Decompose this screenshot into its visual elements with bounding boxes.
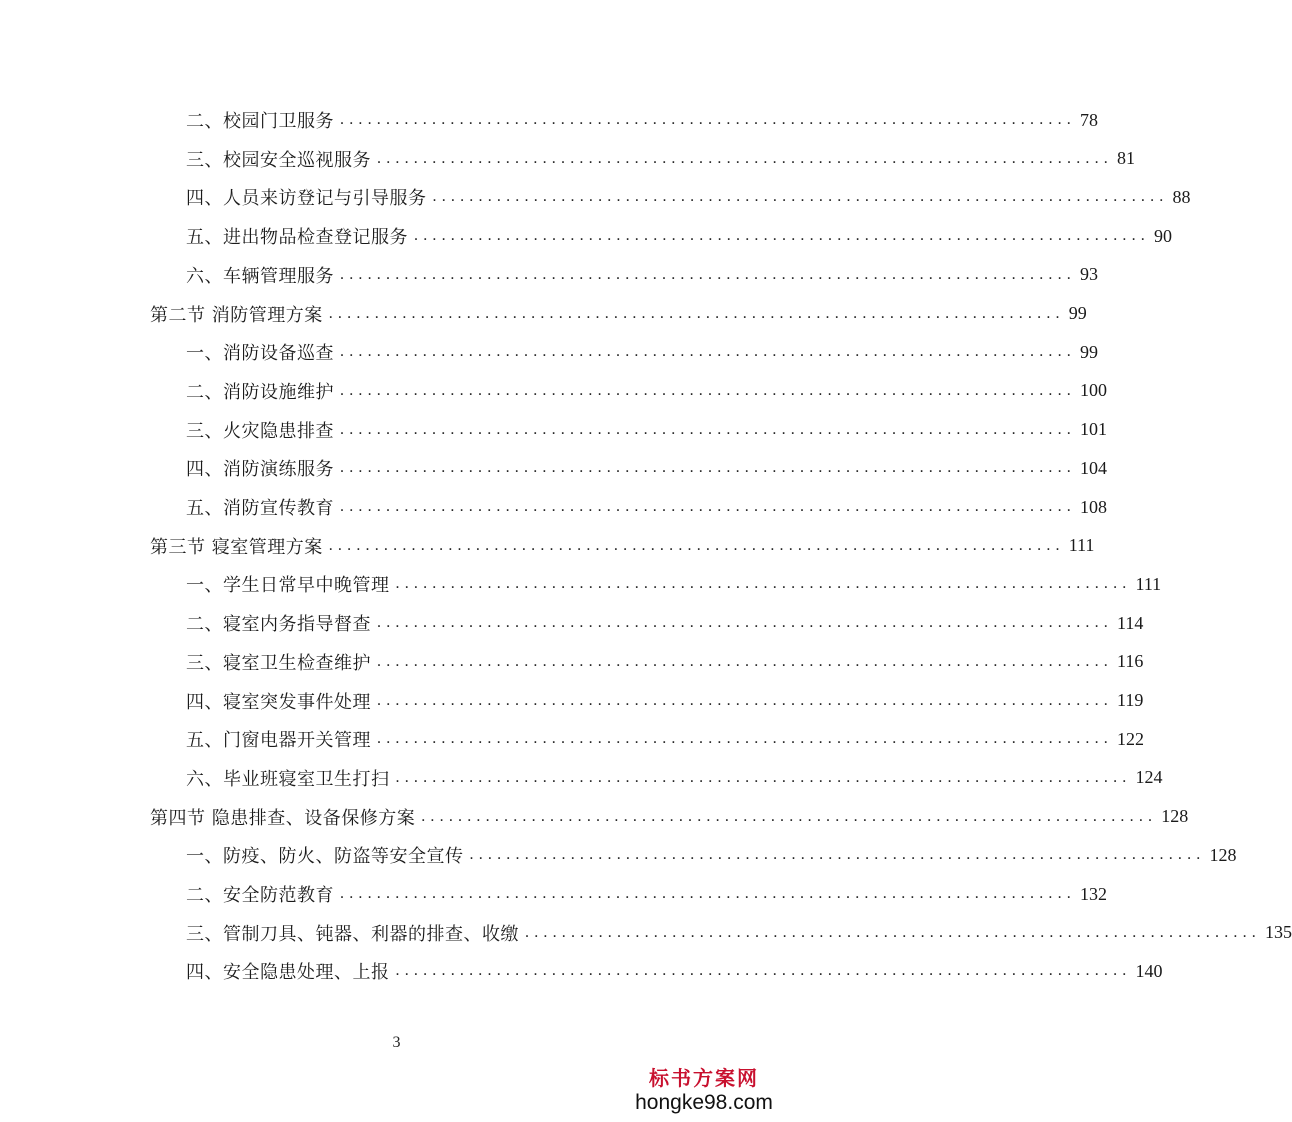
toc-dot-leader: ................................................................................ [377,614,1113,632]
toc-entry-label: 五、进出物品检查登记服务 [186,227,408,249]
toc-entry-label: 二、安全防范教育 [186,885,334,906]
toc-entry-page: 104 [1080,457,1107,478]
toc-dot-leader: ................................................................................ [340,381,1076,399]
toc-entry-page: 111 [1068,535,1095,556]
toc-entry-label: 二、校园门卫服务 [186,111,334,132]
toc-entry-page: 88 [1172,186,1191,207]
toc-dot-leader: ................................................................................ [469,846,1206,864]
toc-dot-leader: ................................................................................ [377,691,1113,709]
toc-section-entry [150,798,1189,836]
toc-subsection-entry [186,759,1163,797]
toc-dot-leader: ................................................................................ [340,420,1076,438]
toc-entry-label: 三、寝室卫生检查维护 [186,652,371,674]
toc-entry-page: 99 [1080,341,1098,362]
toc-entry-label: 四、人员来访登记与引导服务 [186,188,427,210]
toc-dot-leader: ................................................................................ [340,885,1076,902]
toc-subsection-entry [186,333,1098,371]
toc-subsection-entry [186,101,1098,139]
toc-dot-leader: ................................................................................ [414,227,1150,245]
toc-dot-leader: ................................................................................ [377,652,1113,670]
toc-dot-leader: ................................................................................ [340,459,1076,477]
toc-entry-label: 三、火灾隐患排查 [186,420,334,442]
toc-dot-leader: ................................................................................ [340,265,1076,283]
toc-section-entry [150,527,1095,565]
toc-dot-leader: ................................................................................ [395,768,1132,786]
toc-dot-leader: ................................................................................ [340,498,1076,515]
toc-entry-page: 101 [1080,419,1107,440]
toc-entry-label: 一、学生日常早中晚管理 [186,575,390,597]
toc-subsection-entry [186,604,1144,642]
toc-entry-page: 93 [1080,264,1098,285]
toc-dot-leader: ................................................................................ [340,343,1076,361]
toc-entry-page: 78 [1080,109,1098,130]
toc-entry-label: 三、管制刀具、钝器、利器的排查、收缴 [186,923,519,945]
toc-entry-page: 140 [1135,960,1163,981]
toc-subsection-entry [186,217,1172,255]
toc-entry-label: 一、防疫、防火、防盗等安全宣传 [186,846,464,868]
toc-entry-label: 五、消防宣传教育 [186,498,334,519]
toc-dot-leader: ................................................................................ [395,575,1132,593]
toc-dot-leader: ................................................................................ [328,304,1065,322]
toc-subsection-entry [186,178,1191,216]
toc-entry-label: 二、消防设施维护 [186,381,334,403]
toc-entry-page: 132 [1080,883,1107,904]
toc-entry-page: 135 [1265,922,1292,943]
toc-section-entry [150,295,1087,333]
toc-subsection-entry [186,952,1163,990]
toc-dot-leader: ................................................................................ [525,923,1261,941]
toc-subsection-entry [186,682,1144,720]
toc-entry-label: 一、消防设备巡查 [186,343,334,365]
toc-subsection-entry [186,372,1107,410]
toc-dot-leader: ................................................................................ [395,962,1132,980]
toc-dot-leader: ................................................................................ [340,111,1076,128]
toc-dot-leader: ................................................................................ [432,188,1169,206]
toc-subsection-entry [186,720,1144,758]
toc-entry-page: 116 [1117,651,1144,672]
toc-subsection-entry [186,565,1162,603]
toc-entry-page: 99 [1068,303,1087,323]
toc-entry-page: 128 [1161,806,1189,827]
toc-dot-leader: ................................................................................ [328,536,1065,554]
toc-entry-label: 四、寝室突发事件处理 [186,691,371,713]
toc-entry-label: 六、车辆管理服务 [186,265,334,287]
toc-subsection-entry [186,914,1292,952]
toc-subsection-entry [186,875,1107,913]
toc-entry-page: 128 [1209,844,1237,865]
toc-subsection-entry [186,411,1107,449]
watermark [629,1066,779,1116]
toc-entry-page: 119 [1117,690,1144,710]
toc-entry-label: 第三节 寝室管理方案 [150,536,323,558]
toc-subsection-entry [186,449,1107,487]
toc-subsection-entry [186,488,1107,526]
toc-entry-page: 124 [1135,767,1163,788]
watermark-title: 标书方案网 [649,1066,759,1090]
toc-entry-label: 二、寝室内务指导督查 [186,614,371,636]
toc-dot-leader: ................................................................................ [421,807,1158,825]
toc-dot-leader: ................................................................................ [377,149,1113,167]
watermark-url: hongke98.com [635,1091,773,1114]
toc-entry-label: 四、消防演练服务 [186,459,334,481]
toc-entry-label: 六、毕业班寝室卫生打扫 [186,768,390,790]
toc-subsection-entry [186,140,1135,178]
page-number: 3 [392,1034,401,1051]
toc-entry-page: 100 [1080,380,1107,401]
toc-entry-page: 90 [1154,225,1172,246]
toc-entry-label: 第二节 消防管理方案 [150,304,323,326]
toc-subsection-entry [186,256,1098,294]
toc-subsection-entry [186,643,1144,681]
toc-entry-page: 81 [1117,148,1135,169]
toc-entry-label: 三、校园安全巡视服务 [186,149,371,171]
toc-entry-page: 108 [1080,496,1107,517]
toc-entry-page: 114 [1117,612,1144,633]
toc-dot-leader: ................................................................................ [377,730,1113,748]
toc-entry-page: 122 [1117,728,1144,749]
toc-subsection-entry [186,836,1237,874]
toc-entry-label: 四、安全隐患处理、上报 [186,962,390,984]
toc-entry-label: 五、门窗电器开关管理 [186,730,371,752]
toc-entry-page: 111 [1135,573,1162,594]
toc-entry-label: 第四节 隐患排查、设备保修方案 [150,807,416,829]
